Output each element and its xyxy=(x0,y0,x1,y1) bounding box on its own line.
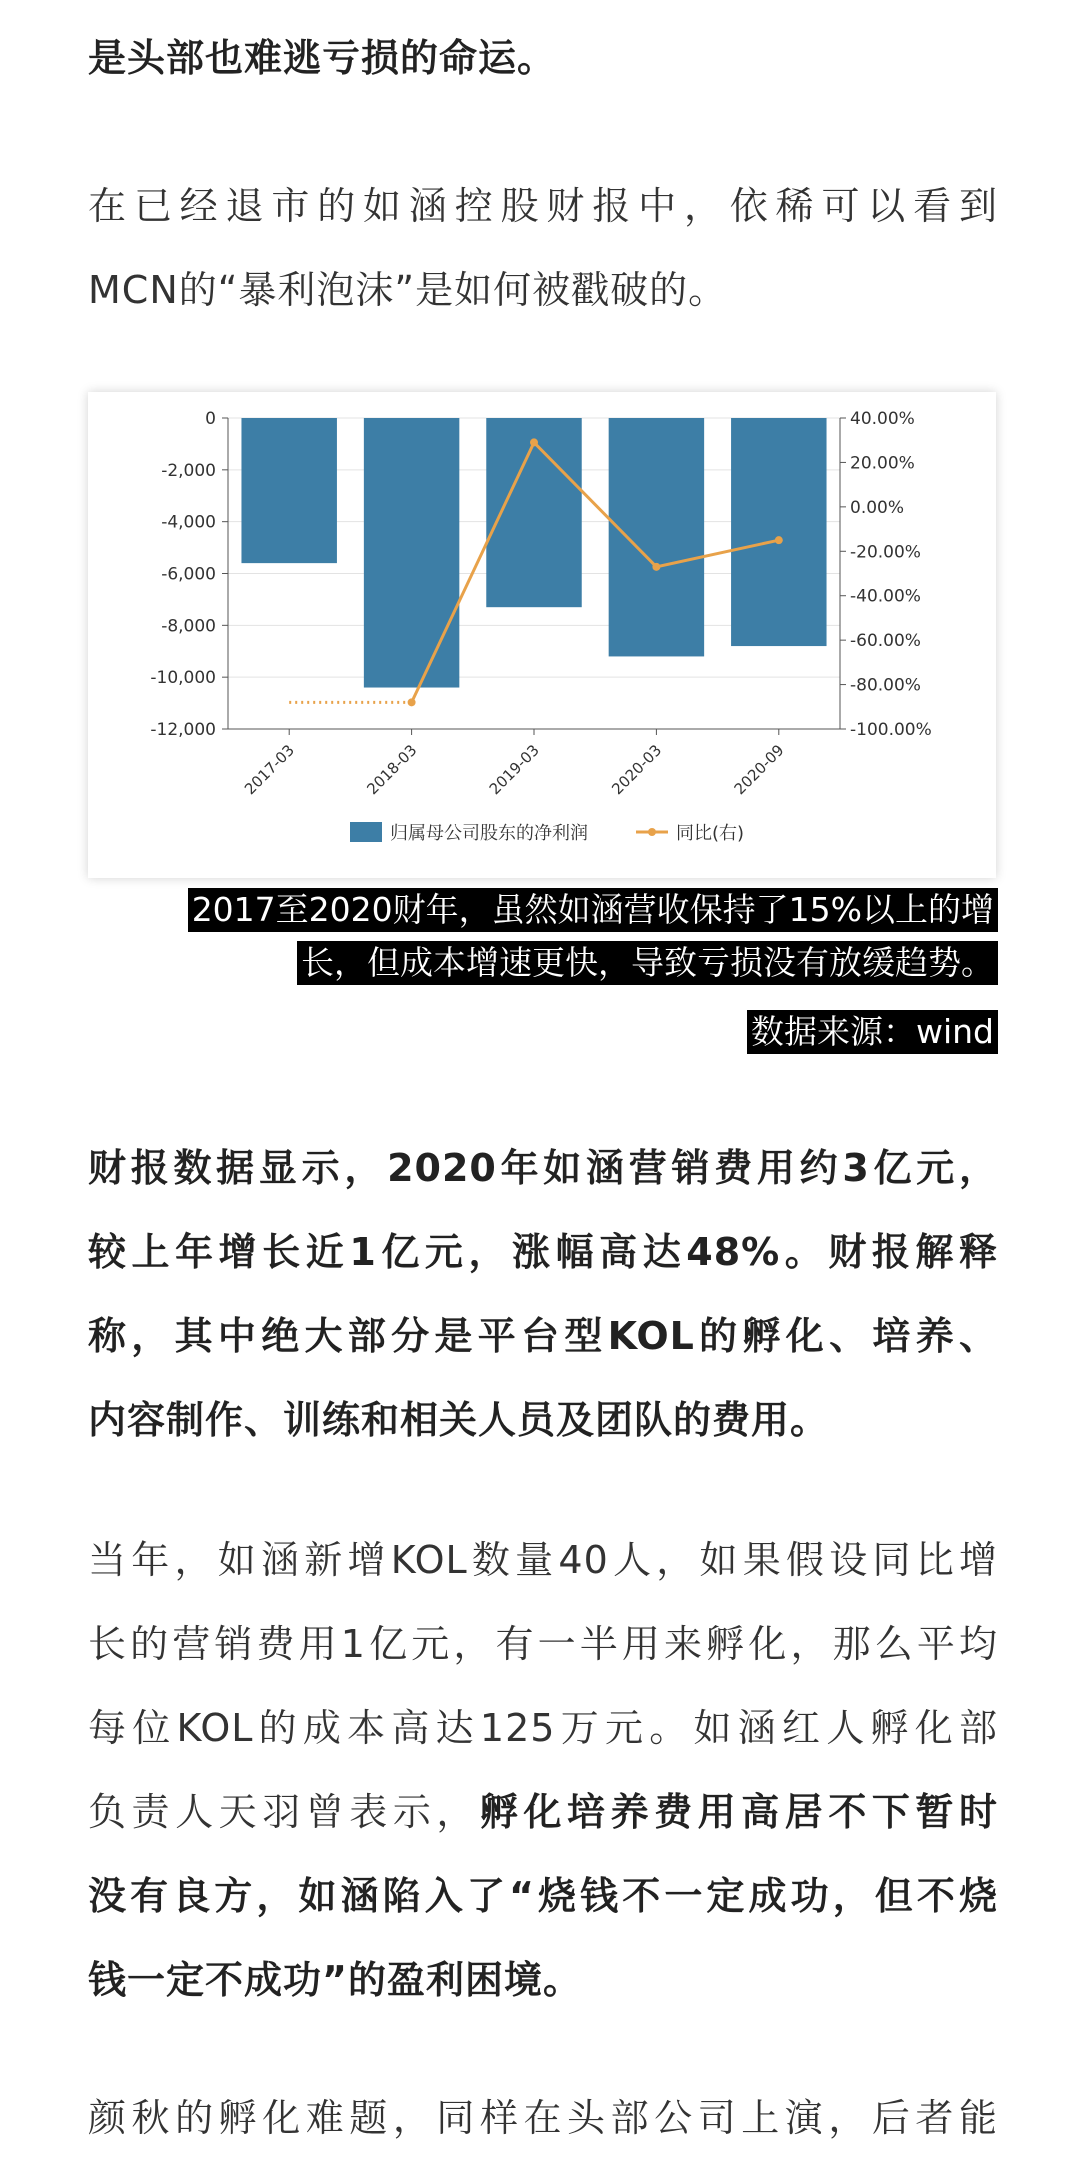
paragraph-2-line-4: 内容制作、训练和相关人员及团队的费用。 xyxy=(88,1398,830,1442)
x-axis-tick-label: 2019-03 xyxy=(485,741,543,799)
paragraph-3-line-1: 当年，如涵新增KOL数量40人，如果假设同比增 xyxy=(88,1538,998,1582)
paragraph-3-line-5: 没有良方，如涵陷入了“烧钱不一定成功，但不烧 xyxy=(88,1874,998,1918)
left-axis-tick-label: -6,000 xyxy=(161,564,216,585)
left-axis-tick-label: -8,000 xyxy=(161,616,216,637)
legend-bar-swatch xyxy=(350,822,382,842)
right-axis-tick-label: 20.00% xyxy=(850,453,915,474)
chart-source: 数据来源：wind xyxy=(747,1010,998,1054)
paragraph-4-line-1: 颜秋的孵化难题，同样在头部公司上演，后者能 xyxy=(88,2096,998,2140)
yoy-line xyxy=(412,442,779,702)
paragraph-1 xyxy=(88,164,998,332)
paragraph-3-line-6: 钱一定不成功”的盈利困境。 xyxy=(88,1958,582,2002)
chart-figure xyxy=(88,392,996,878)
paragraph-2-line-2: 较上年增长近1亿元，涨幅高达48%。财报解释 xyxy=(88,1230,998,1274)
left-axis-tick-label: -4,000 xyxy=(161,512,216,533)
paragraph-3-line-2: 长的营销费用1亿元，有一半用来孵化，那么平均 xyxy=(88,1622,998,1666)
paragraph-2-line-3: 称，其中绝大部分是平台型KOL的孵化、培养、 xyxy=(88,1314,998,1358)
bar-2020-03 xyxy=(609,418,704,656)
left-axis-tick-label: 0 xyxy=(205,409,216,429)
legend-line-label: 同比(右) xyxy=(676,823,745,844)
intro-line: 是头部也难逃亏损的命运。 xyxy=(88,36,557,80)
paragraph-3 xyxy=(88,1518,998,2022)
paragraph-1-line-1: 在已经退市的如涵控股财报中，依稀可以看到 xyxy=(88,184,998,228)
right-axis-tick-label: -40.00% xyxy=(850,586,921,607)
right-axis-tick-label: 0.00% xyxy=(850,497,905,518)
left-axis-tick-label: -10,000 xyxy=(150,668,216,689)
x-axis-tick-label: 2020-03 xyxy=(608,741,666,799)
paragraph-2-line-1: 财报数据显示，2020年如涵营销费用约3亿元， xyxy=(88,1146,998,1190)
bar-2018-03 xyxy=(364,418,459,688)
paragraph-4 xyxy=(88,2076,998,2160)
yoy-point-2020-03 xyxy=(652,563,660,571)
paragraph-3-line-4-bold: 孵化培养费用高居不下暂时 xyxy=(479,1790,998,1834)
legend-line-marker xyxy=(648,828,656,836)
left-axis-tick-label: -12,000 xyxy=(150,720,216,740)
right-axis-tick-label: -60.00% xyxy=(850,631,921,652)
paragraph-1-line-2: MCN的“暴利泡沫”是如何被戳破的。 xyxy=(88,268,728,312)
x-axis-tick-label: 2018-03 xyxy=(363,741,421,799)
chart-caption-line-2: 长，但成本增速更快，导致亏损没有放缓趋势。 xyxy=(297,941,998,985)
intro-paragraph xyxy=(88,16,998,100)
bar-2017-03 xyxy=(241,418,336,563)
yoy-point-2018-03 xyxy=(408,698,416,706)
right-axis-tick-label: -20.00% xyxy=(850,542,921,563)
right-axis-tick-label: 40.00% xyxy=(850,409,915,429)
right-axis-tick-label: -80.00% xyxy=(850,675,921,696)
x-axis-tick-label: 2020-09 xyxy=(730,741,788,799)
yoy-point-2020-09 xyxy=(775,536,783,544)
net-profit-chart xyxy=(88,392,996,878)
paragraph-3-line-4-normal: 负责人天羽曾表示， xyxy=(88,1790,480,1834)
x-axis-tick-label: 2017-03 xyxy=(240,741,299,799)
paragraph-3-line-3: 每位KOL的成本高达125万元。如涵红人孵化部 xyxy=(88,1706,998,1750)
bar-2020-09 xyxy=(731,418,826,646)
left-axis-tick-label: -2,000 xyxy=(161,460,216,481)
paragraph-2 xyxy=(88,1126,998,1462)
chart-caption-line-1: 2017至2020财年，虽然如涵营收保持了15%以上的增 xyxy=(188,888,998,932)
legend-bar-label: 归属母公司股东的净利润 xyxy=(390,823,588,844)
paragraph-3-line-4 xyxy=(88,1770,998,1854)
yoy-point-2019-03 xyxy=(530,438,538,446)
right-axis-tick-label: -100.00% xyxy=(850,720,932,740)
